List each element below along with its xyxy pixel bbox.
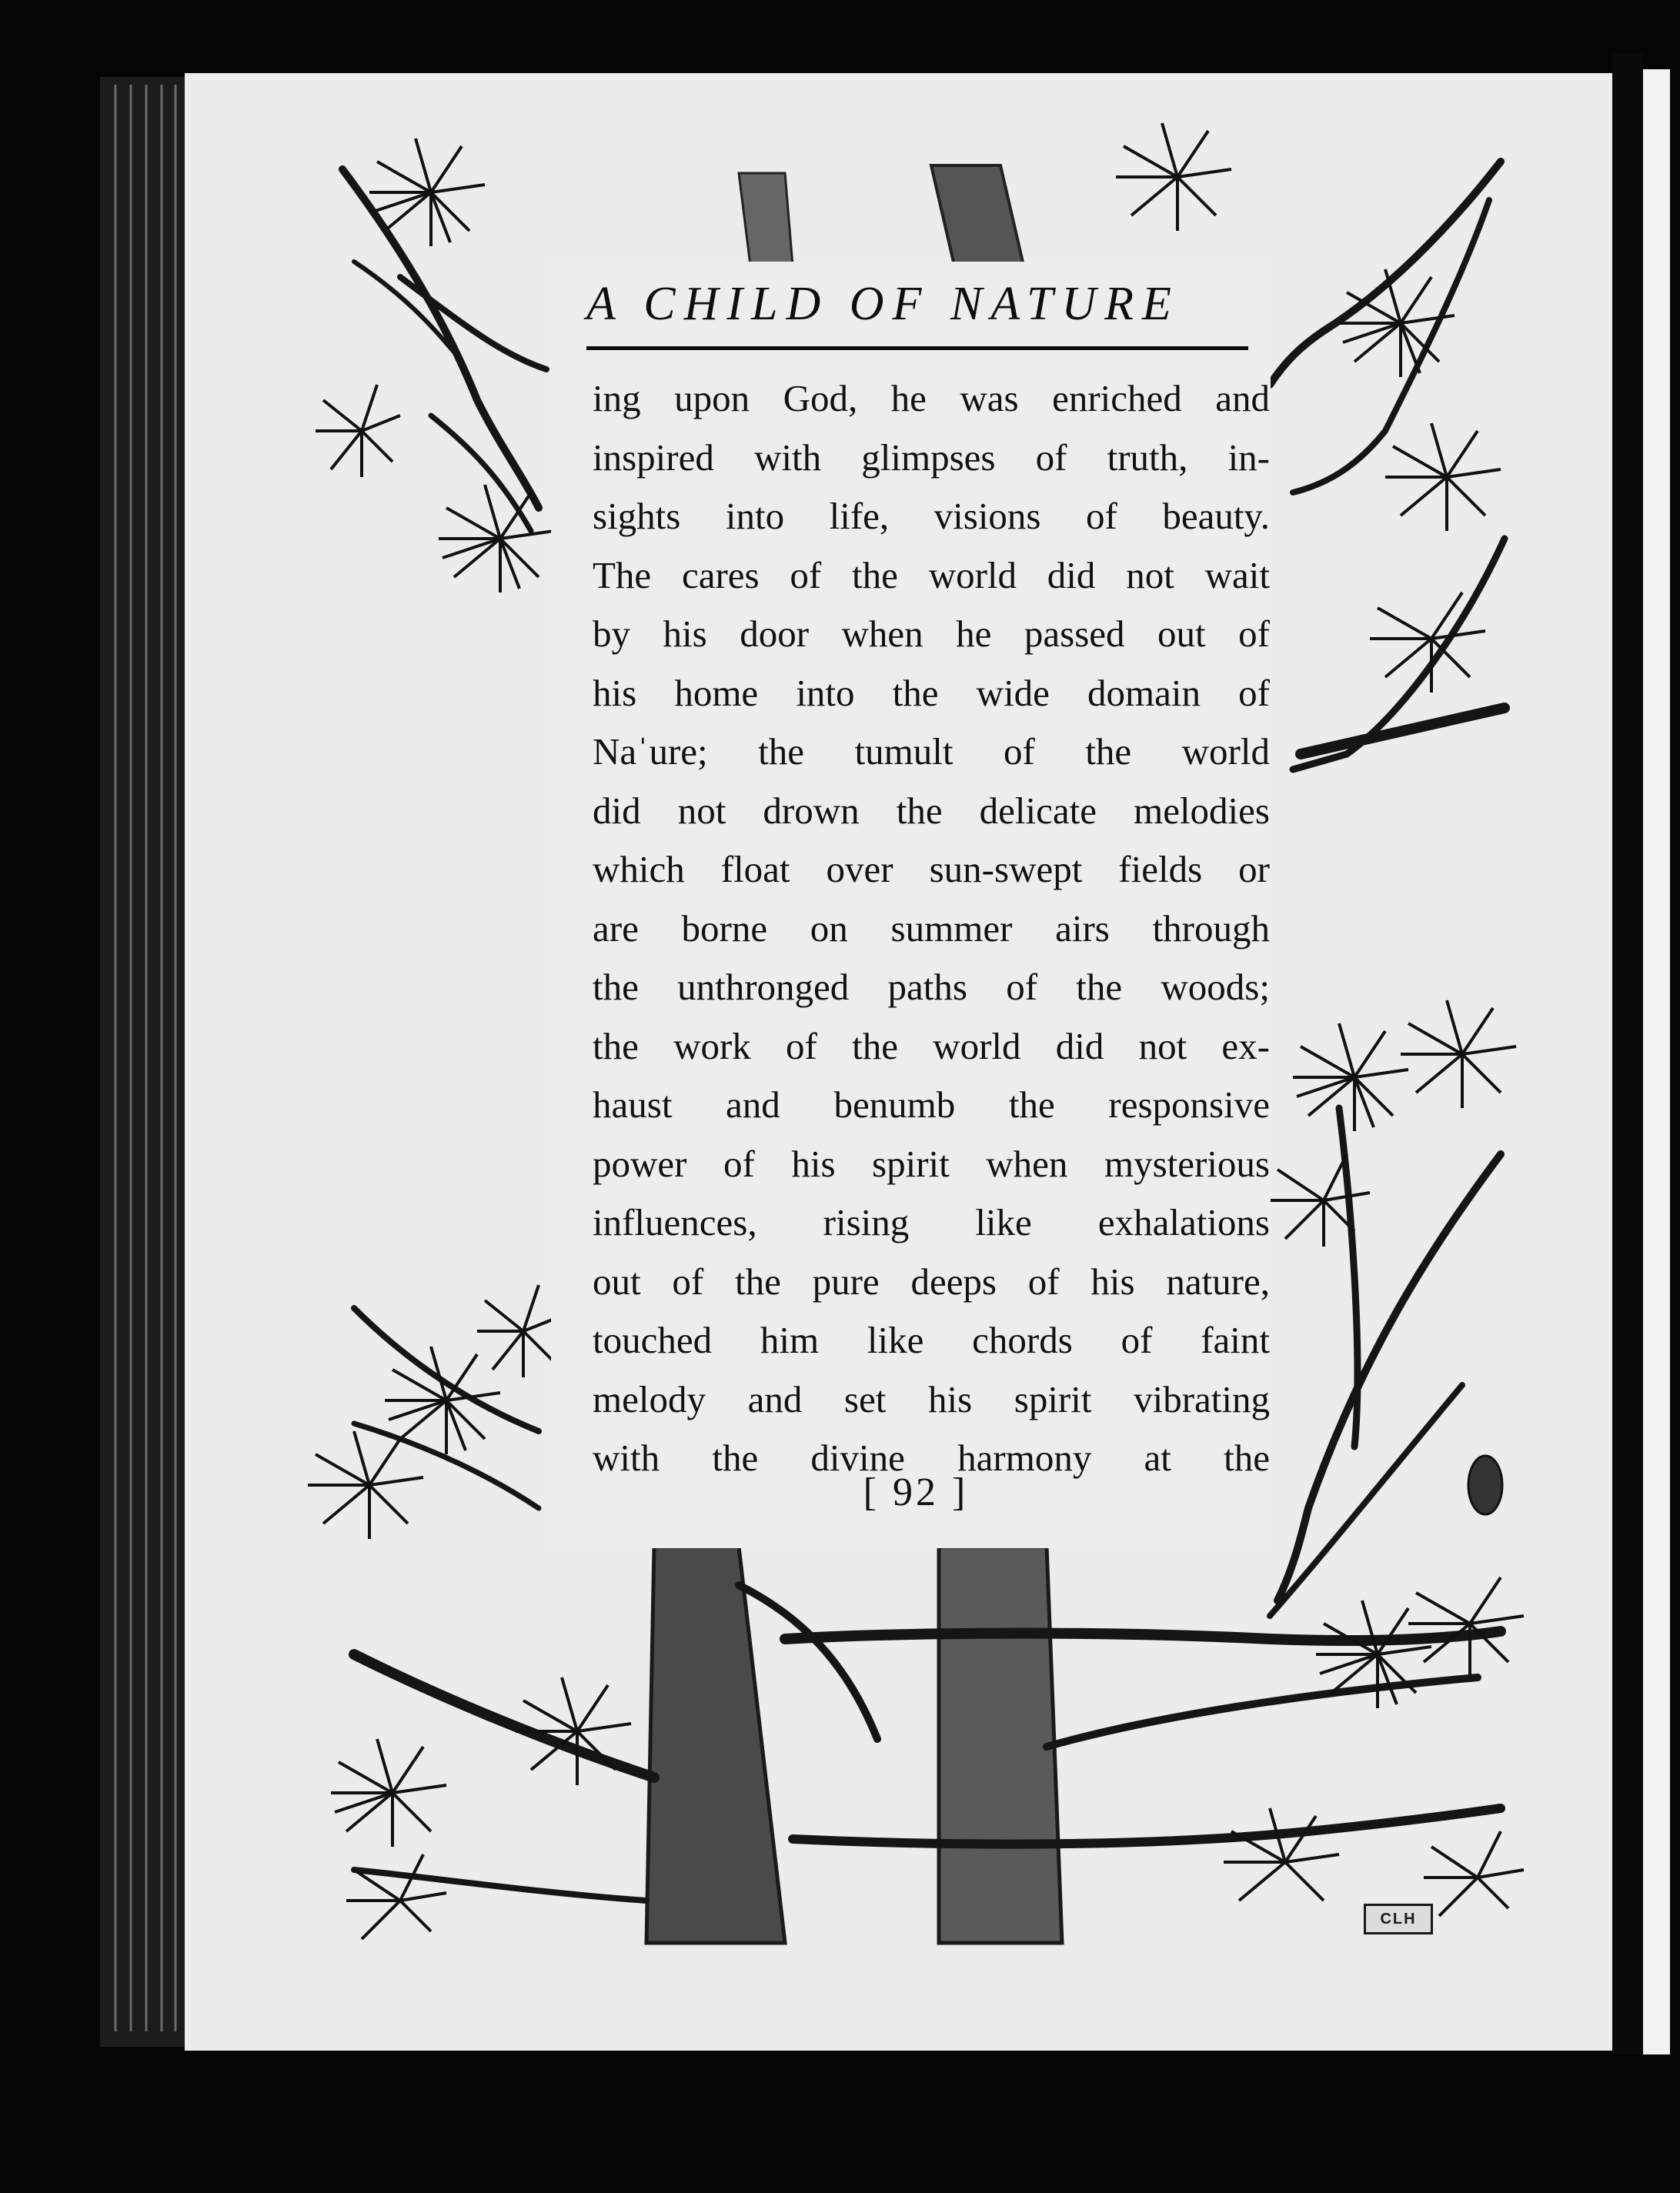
text-line: The cares of the world did not wait <box>593 553 1270 596</box>
text-line: with the divine harmony at the <box>593 1437 1270 1479</box>
text-line: by his door when he passed out of <box>593 613 1270 655</box>
running-head-rule <box>586 346 1248 350</box>
text-line: are borne on summer airs through <box>593 906 1270 950</box>
right-page-edge <box>1612 54 1643 2054</box>
text-line: haust and benumb the responsive <box>593 1083 1270 1126</box>
illustrator-monogram: CLH <box>1364 1904 1433 1934</box>
text-line: melody and set his spirit vibrating <box>593 1377 1270 1420</box>
text-line: power of his spirit when mysterious <box>593 1142 1270 1185</box>
book-edge-shadow <box>100 77 185 2047</box>
text-line: ing upon God, he was enriched and <box>593 377 1270 419</box>
text-line: inspired with glimpses of truth, in- <box>593 436 1270 479</box>
right-page-sliver <box>1643 69 1670 2054</box>
text-line: influences, rising like exhalations <box>593 1201 1270 1243</box>
body-text <box>593 369 1270 1488</box>
text-line: did not drown the delicate melodies <box>593 789 1270 832</box>
text-line: touched him like chords of faint <box>593 1319 1270 1361</box>
text-line: which float over sun-swept fields or <box>593 848 1270 890</box>
text-line: the unthronged paths of the woods; <box>593 966 1270 1008</box>
running-head: A CHILD OF NATURE <box>586 278 1180 330</box>
text-line: out of the pure deeps of his nature, <box>593 1260 1270 1303</box>
text-line: sights into life, visions of beauty. <box>593 495 1270 537</box>
page-number: [ 92 ] <box>863 1470 969 1514</box>
text-line: Naˈure; the tumult of the world <box>593 730 1270 773</box>
text-line: the work of the world did not ex- <box>593 1024 1270 1067</box>
text-line: his home into the wide domain of <box>593 671 1270 714</box>
